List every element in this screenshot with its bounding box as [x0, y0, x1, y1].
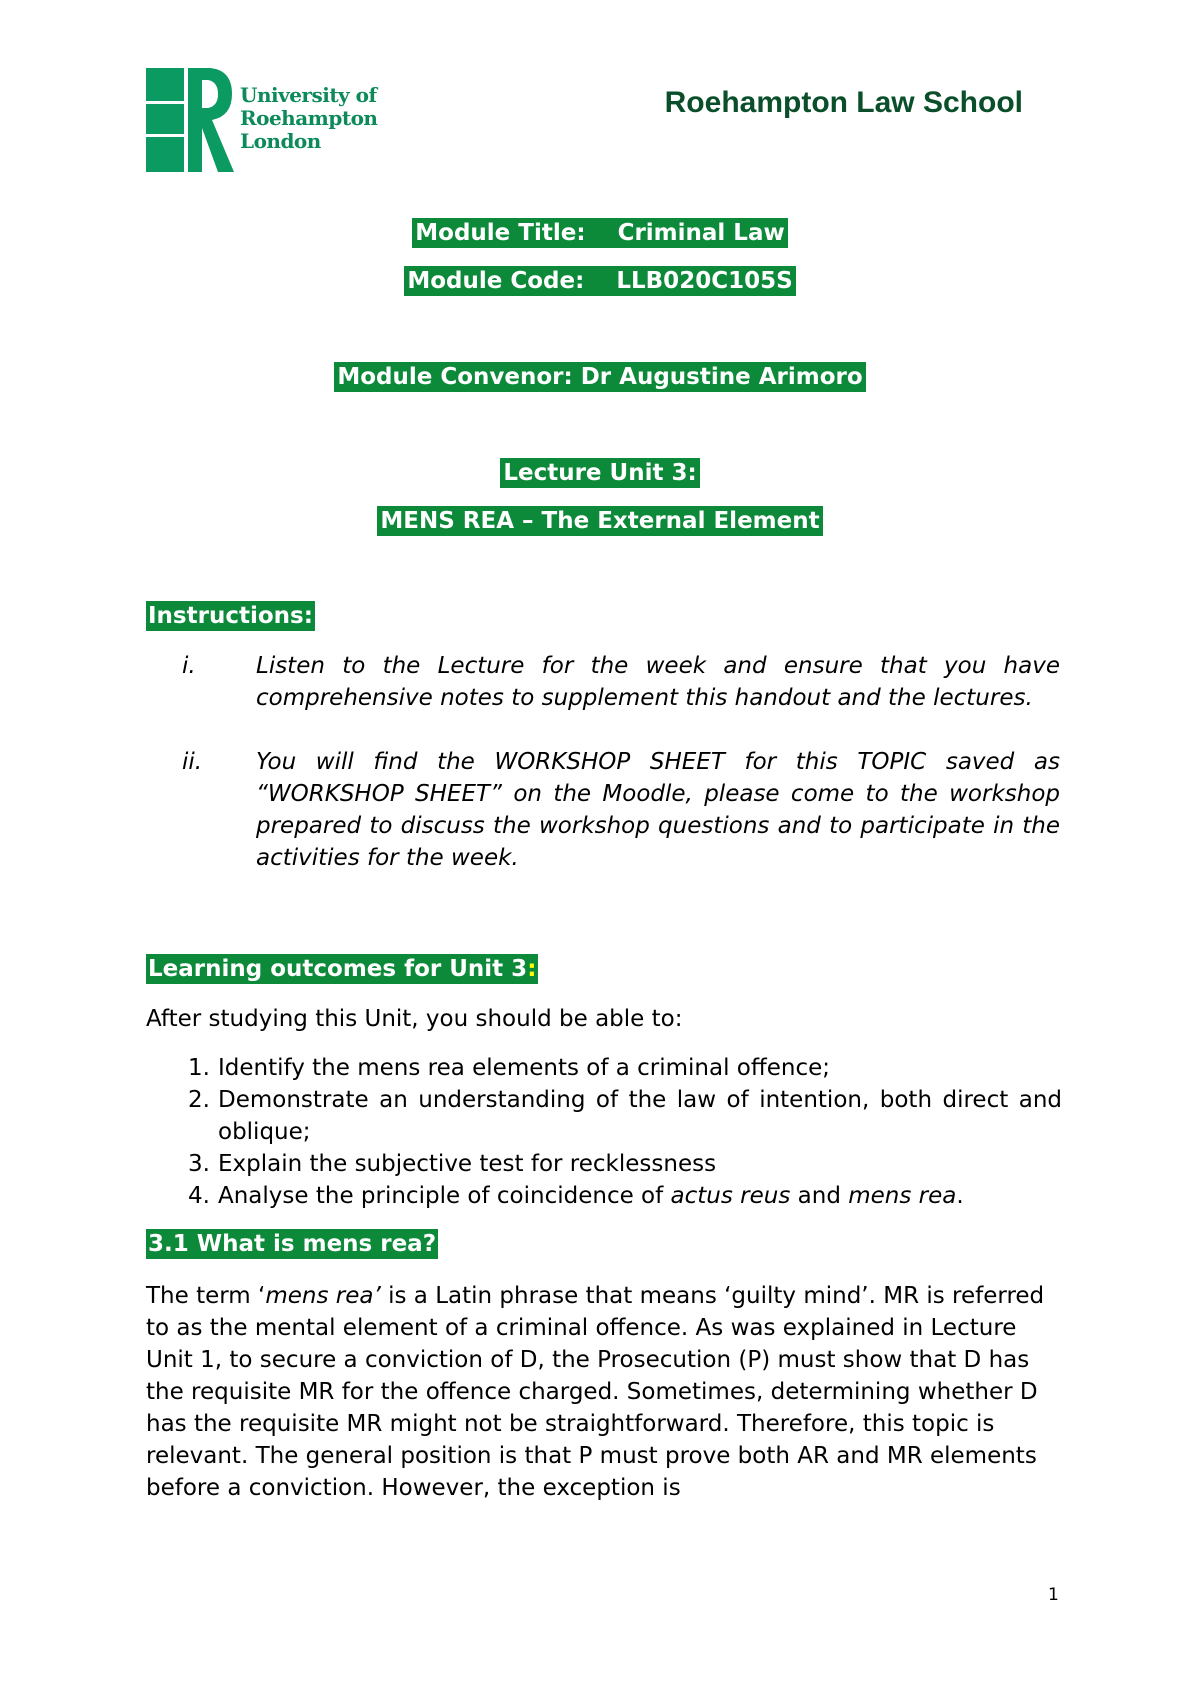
- instructions-list: [146, 650, 1060, 906]
- school-name: Roehampton Law School: [664, 86, 1023, 119]
- module-code-line: [0, 266, 1200, 296]
- list-item-number: 4.: [188, 1183, 210, 1209]
- list-item-text: [218, 1180, 1062, 1212]
- instruction-number: ii.: [182, 749, 203, 775]
- module-code-label: Module Code:: [407, 268, 585, 294]
- outcome-4-post: .: [956, 1183, 964, 1209]
- module-code: [404, 266, 795, 296]
- paragraph-mens-rea: mens rea’: [265, 1283, 381, 1309]
- instruction-number: i.: [182, 653, 196, 679]
- logo-line-1: University of: [240, 83, 377, 107]
- section-3-1-heading: 3.1 What is mens rea?: [148, 1231, 437, 1257]
- outcomes-intro: After studying this Unit, you should be able to:: [146, 1006, 683, 1032]
- module-convenor-line: [0, 362, 1200, 392]
- roehampton-r-mark-icon: [146, 68, 236, 172]
- outcome-4-pre: Analyse the principle of coincidence of: [218, 1183, 671, 1209]
- lecture-topic-line: [0, 506, 1200, 536]
- outcomes-heading: [146, 954, 538, 984]
- list-item-text: Demonstrate an understanding of the law of intention, both direct and oblique;: [218, 1087, 1062, 1145]
- list-item-number: 1.: [188, 1055, 210, 1081]
- paragraph-body: is a Latin phrase that means ‘guilty mind’. MR is referred to as the mental element of a criminal offence. As was explained in Lecture Unit 1, to secure a conviction of D, the Prosecution (P) must show that D has the requisite MR for the offence charged. Sometimes, determining whether D has the requisite MR might not be straightforward. Therefore, this topic is relevant. The general position is that P must prove both AR and MR elements before a conviction. However, the exception is: [146, 1283, 1045, 1501]
- list-item: [146, 1052, 1062, 1084]
- outcome-4-mens-rea: mens rea: [848, 1183, 957, 1209]
- section-3-1-paragraph: [146, 1280, 1060, 1504]
- outcome-4-mid: and: [790, 1183, 849, 1209]
- module-title: [412, 218, 787, 248]
- outcomes-heading-line: [146, 956, 538, 982]
- module-title-value: Criminal Law: [617, 220, 785, 246]
- module-title-label: Module Title:: [415, 220, 586, 246]
- instruction-text: Listen to the Lecture for the week and ensure that you have comprehensive notes to supplement this handout and the lectures.: [256, 653, 1060, 711]
- lecture-unit-line: [0, 458, 1200, 488]
- list-item-text: Explain the subjective test for recklessness: [218, 1151, 717, 1177]
- outcomes-heading-colon: :: [527, 956, 537, 982]
- outcomes-list: [146, 1052, 1062, 1212]
- list-item-text: Identify the mens rea elements of a criminal offence;: [218, 1055, 830, 1081]
- list-item: [146, 1084, 1062, 1148]
- lecture-unit: Lecture Unit 3:: [500, 458, 699, 488]
- module-convenor: Module Convenor: Dr Augustine Arimoro: [334, 362, 865, 392]
- logo-line-3: London: [240, 129, 321, 153]
- instructions-heading: Instructions:: [148, 603, 313, 629]
- instruction-text: You will find the WORKSHOP SHEET for this TOPIC saved as “WORKSHOP SHEET” on the Moodle, please come to the workshop prepared to discuss the workshop questions and to participate in the activities for the week.: [256, 749, 1060, 871]
- module-title-line: [0, 218, 1200, 248]
- instruction-item: [146, 650, 1060, 714]
- university-logo: [146, 68, 376, 172]
- instructions-heading-line: [146, 603, 315, 629]
- page-number: 1: [1048, 1585, 1059, 1605]
- module-code-value: LLB020C105S: [616, 268, 793, 294]
- section-3-1-heading-line: [146, 1231, 438, 1257]
- list-item-number: 2.: [188, 1087, 210, 1113]
- list-item: [146, 1148, 1062, 1180]
- instruction-item: [146, 746, 1060, 874]
- list-item: [146, 1180, 1062, 1212]
- lecture-topic: MENS REA – The External Element: [377, 506, 822, 536]
- outcome-4-actus-reus: actus reus: [670, 1183, 791, 1209]
- list-item-number: 3.: [188, 1151, 210, 1177]
- logo-line-2: Roehampton: [240, 106, 378, 130]
- logo-wordmark: [240, 84, 377, 153]
- paragraph-pre: The term ‘: [146, 1283, 266, 1309]
- outcomes-heading-text: Learning outcomes for Unit 3: [148, 956, 528, 982]
